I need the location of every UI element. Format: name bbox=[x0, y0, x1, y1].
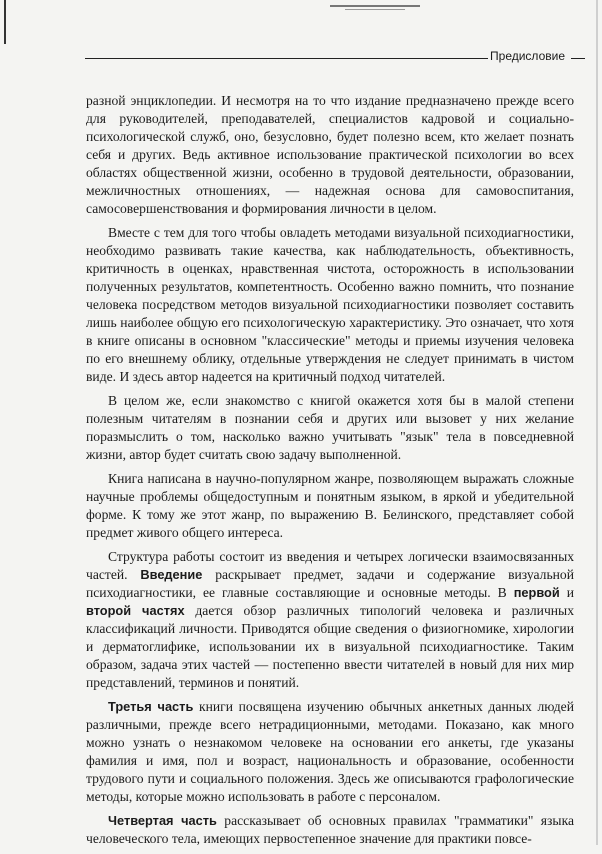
scan-artifact-left bbox=[4, 0, 6, 44]
paragraph-text: Книга написана в научно-популярном жанре, позволяющем выражать сложные научные проблемы общедоступным и понятным языком, в яркой и убедительной форме. К тому же этот жанр, по выражению В. Белинского, представляет собой предмет живого общего интереса. bbox=[86, 471, 574, 540]
paragraph bbox=[86, 392, 574, 464]
paragraph-text: В целом же, если знакомство с книгой окажется хотя бы в малой степени полезным читателям в познании себя и других или вызовет у них желание поразмыслить о том, насколько важно учитывать "язык" тела в повседневной жизни, автор будет считать свою задачу выполненной. bbox=[86, 393, 574, 462]
paragraph bbox=[86, 812, 574, 848]
paragraph bbox=[86, 92, 574, 218]
paragraph-text: разной энциклопедии. И несмотря на то что издание предназначено прежде всего для руководителей, преподавателей, специалистов кадровой и социально-психологической служб, оно, безусловно, будет полезно всем, кто желает познать себя и других. Ведь активное использование практической психологии во всех областях общественной жизни, особенно в трудовой деятельности, образовании, межличностных отношениях, — надежная основа для самовоспитания, самосовершенствования и формирования личности в целом. bbox=[86, 93, 574, 216]
scan-artifact-top-secondary bbox=[345, 9, 405, 10]
paragraph-text: книги посвящена изучению обычных анкетных данных людей различными, прежде всего нетрадиционными, методами. Показано, как много можно узнать о незнакомом человеке на основании его анкеты, где указаны фамилия и имя, пол и возраст, национальность и образование, особенности трудового пути и социального положения. Здесь же описываются графологические методы, которые можно использовать в работе с персоналом. bbox=[86, 699, 574, 804]
paragraph-text: и bbox=[559, 585, 574, 600]
paragraph-text: Вместе с тем для того чтобы овладеть методами визуальной психодиагностики, необходимо развивать такие качества, как наблюдательность, объективность, критичность в оценках, нравственная чистота, осторожность в использовании полученных результатов, компетентность. Особенно важно помнить, что познание человека посредством методов визуальной психодиагностики позволяет составить лишь наиболее общую его психологическую характеристику. Это означает, что хотя в книге описаны в основном "классические" методы и приемы изучения человека по его внешнему облику, отдельные утверждения не следует принимать в чистом виде. И здесь автор надеется на критичный подход читателей. bbox=[86, 225, 574, 384]
header-rule bbox=[85, 58, 488, 59]
paragraph-text: Структура работы состоит из введения и четырех логически взаимосвязанных частей. bbox=[86, 549, 574, 582]
bold-term: второй частях bbox=[86, 603, 185, 618]
paragraph bbox=[86, 470, 574, 542]
paragraph bbox=[86, 224, 574, 386]
paragraph bbox=[86, 548, 574, 692]
page-body bbox=[86, 92, 574, 854]
paragraph-text: рассказывает об основных правилах "грамматики" языка человеческого тела, имеющих первостепенное значение для практики повсе- bbox=[86, 813, 574, 846]
header-title: Предисловие bbox=[490, 49, 565, 63]
paragraph-text: раскрывает предмет, задачи и содержание визуальной психодиагностики, ее главные составляющие и основные методы. В bbox=[86, 567, 574, 600]
bold-term: первой bbox=[513, 585, 560, 600]
scan-artifact-top bbox=[330, 5, 420, 7]
paragraph bbox=[86, 698, 574, 806]
bold-term: Четвертая часть bbox=[108, 813, 217, 828]
bold-term: Третья часть bbox=[108, 699, 194, 714]
scan-artifact-right bbox=[596, 0, 598, 845]
running-header bbox=[85, 48, 585, 64]
bold-term: Введение bbox=[140, 567, 203, 582]
header-rule-tail bbox=[571, 58, 585, 59]
paragraph-text: дается обзор различных типологий человека и различных классификаций личности. Приводятся общие сведения о физиогномике, хирологии и дерматоглифике, использовании их в визуальной психодиагностике. Таким образом, задача этих частей — постепенно ввести читателей в новый для них мир представлений, терминов и понятий. bbox=[86, 603, 574, 690]
